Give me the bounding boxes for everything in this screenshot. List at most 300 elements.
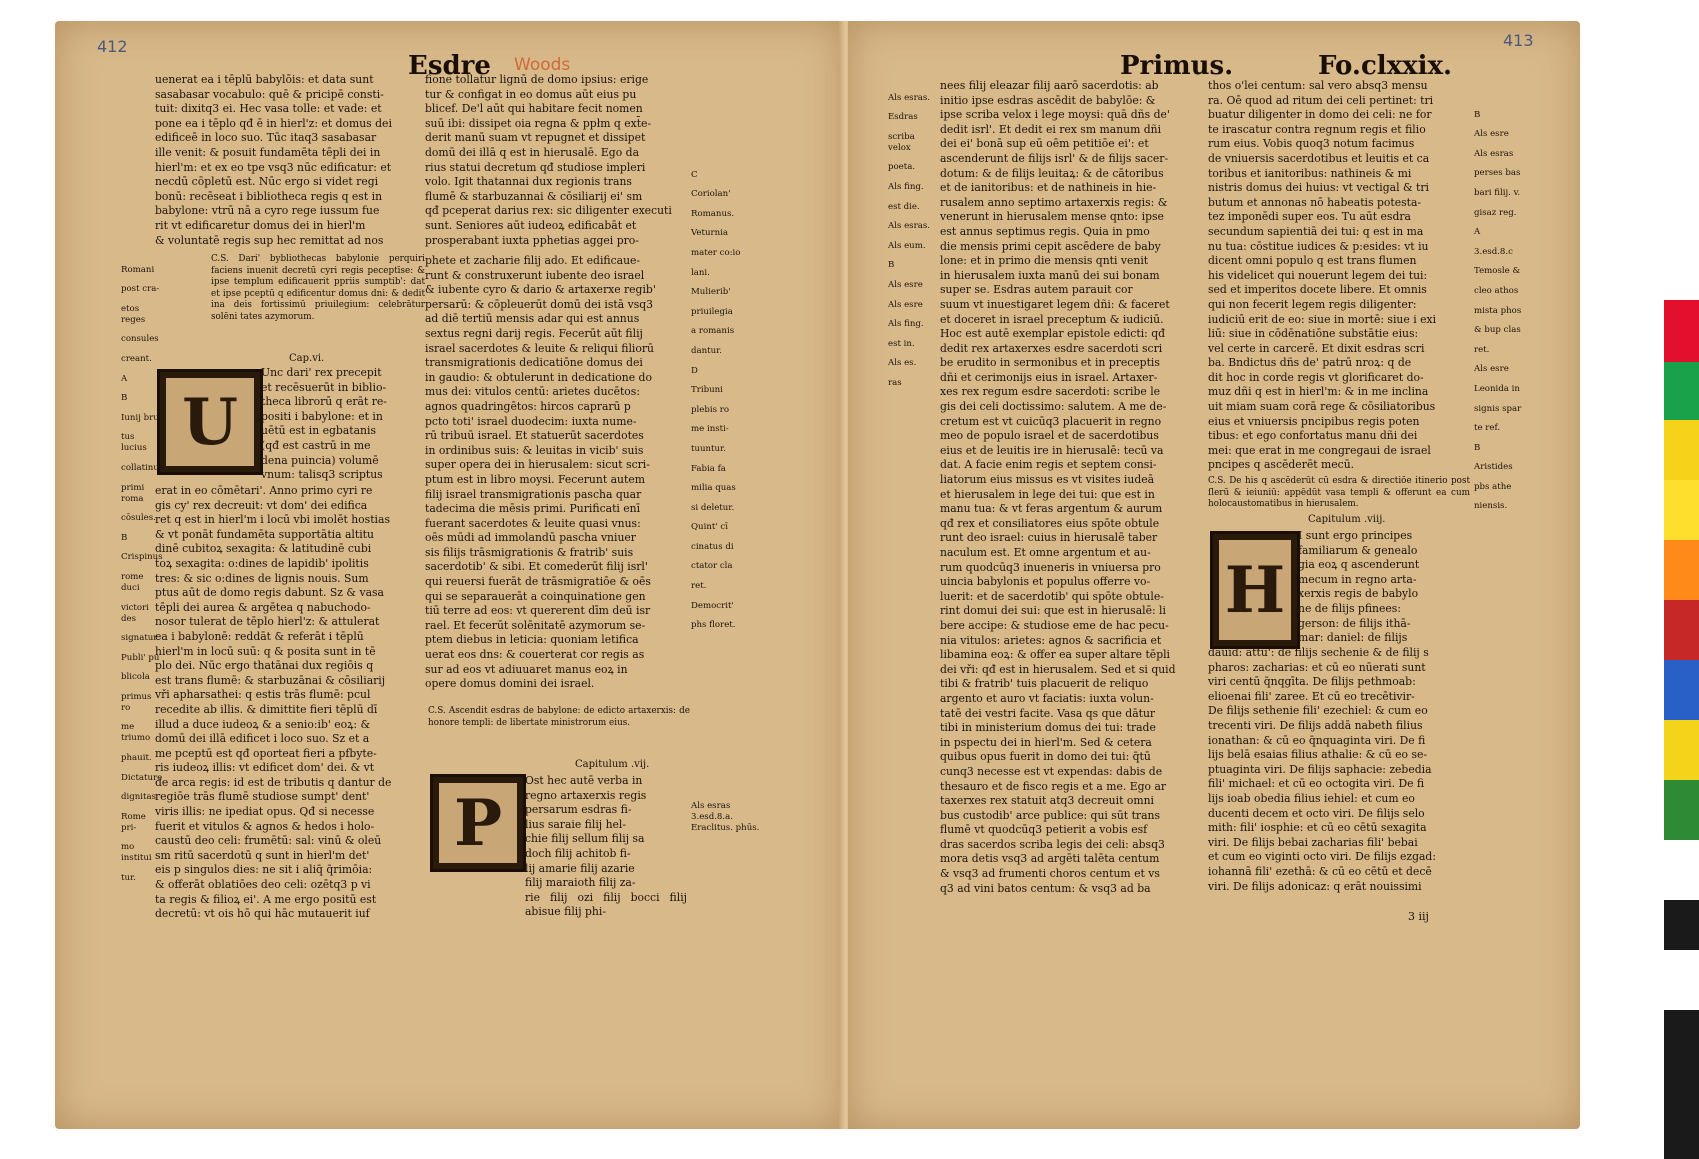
text-line: libamina eoꝝ: & offer ea super altare tēpli	[940, 648, 1171, 662]
left-outer-margin-notes	[121, 256, 164, 893]
left-inner-margin-note-2: Als esras 3.esd.8.a. Eraclitus. phūs.	[691, 801, 760, 833]
initial-letter-glyph: H	[1219, 540, 1291, 640]
right-inner-margin-list	[888, 93, 938, 389]
text-line: pncipes q ascēderēt mecū.	[1208, 458, 1355, 472]
text-line: qđ rex et consiliatores eius spōte obtule	[940, 516, 1160, 530]
text-line: edificeē in loco suo. Tūc itaq3 sasabasar	[155, 131, 377, 145]
text-line: De filijs sethenie fili' ezechiel: & cum eo	[1208, 704, 1428, 718]
left-col1-initial-lines	[261, 366, 429, 483]
left-column-2-end	[525, 774, 687, 919]
left-chapter-heading: Cap.vi.	[289, 353, 325, 364]
text-line: Leonida in	[1474, 383, 1520, 394]
text-line: bus custodib' arce publice: qui sūt trans	[940, 808, 1160, 822]
text-line: butum et annonas nō habeatis potesta-	[1208, 195, 1422, 209]
text-line: rusalem anno septimo artaxerxis regis: &	[940, 195, 1168, 209]
text-line: nees filij eleazar filij aarō sacerdotis: ab	[940, 79, 1159, 92]
text-line: eis p singulos dies: ne sit i aliq̄ q̄rimōia:	[155, 863, 373, 877]
text-line: liatorum eius missus es vt visites iudeā	[940, 473, 1155, 487]
text-line: muz dñi q est in hierl'm: & in me inclina	[1208, 385, 1429, 399]
left-col2-end-lines	[525, 774, 687, 920]
text-line: familiarum & genealo	[1298, 543, 1418, 557]
text-line: flumē vt quodcūq3 petierit a vobis esf	[940, 823, 1148, 837]
text-line: B	[121, 393, 128, 404]
text-line: necdū cōpletū est. Nūc ergo si videt regi	[155, 175, 379, 189]
text-line: oēs mūdi ad immolandū pascha vniuer	[425, 531, 636, 545]
text-line: viri centū q̄nqgīta. De filijs pethmoab:	[1208, 675, 1416, 689]
text-line: sacerdotib' & sibi. Et comederūt filij isrl'	[425, 560, 648, 574]
text-line: his videlicet qui nouerunt legem dei tui:	[1208, 268, 1428, 282]
left-col2-body-lines	[425, 254, 687, 692]
text-line: rius statui decretum qđ studiose impleri	[425, 160, 646, 174]
text-line: dat. A facie enim regis et septem consi-	[940, 458, 1157, 472]
text-line: phs floret.	[691, 620, 736, 631]
text-line: cinatus di	[691, 541, 734, 552]
text-line: mora detis vsq3 ad argēti talēta centum	[940, 852, 1160, 866]
text-line: thos o'lei centum: sal vero absq3 mensu	[1208, 79, 1428, 92]
text-line: lijs belā esaias filius athalie: & cū eo se-	[1208, 748, 1428, 762]
text-line: sur ad eos vt adiuuaret manus eoꝝ in	[425, 662, 628, 676]
text-line: niensis.	[1474, 501, 1508, 512]
calibration-band	[1664, 900, 1699, 950]
text-line: luerit: et de sacerdotib' qui spōte obtule-	[940, 589, 1164, 603]
text-line: Esdras	[888, 112, 918, 123]
right-column-1	[940, 79, 1202, 969]
text-line: Hoc est autē exemplar epistole edicti: qđ	[940, 327, 1166, 341]
text-line: creant.	[121, 353, 152, 364]
text-line: Als fing.	[888, 319, 924, 330]
text-line: Rome pri-	[121, 811, 146, 833]
text-line: eius et vniuersis pncipibus regis poten	[1208, 414, 1420, 428]
text-line: babylone: vtrū nā a cyro rege iussum fue	[155, 204, 380, 218]
right-column-2-beside-initial	[1298, 529, 1470, 646]
text-line: israel sacerdotes & leuite & reliqui filiorū	[425, 341, 654, 355]
text-line: est in.	[888, 338, 915, 349]
text-line: dei ei' bonā sup eū oēm petitiōe ei': et	[940, 137, 1149, 151]
text-line: super opera dei in hierusalem: sicut scri-	[425, 458, 650, 472]
text-line: & iubente cyro & dario & artaxerxe regib'	[425, 283, 656, 297]
text-line: me triumo	[121, 722, 151, 744]
calibration-band	[1664, 600, 1699, 660]
text-line: blicef. De'l aūt qui habitare fecit nomen	[425, 102, 643, 116]
text-line: lius saraie filij hel-	[525, 817, 627, 831]
text-line: filij israel transmigrationis pascha quar	[425, 487, 642, 501]
text-line: ret q est in hierl'm i locū vbi imolēt hostias	[155, 513, 390, 527]
text-line: cōsules.	[121, 513, 156, 524]
text-line: caustū deo celi: frumētū: sal: vinū & oleū	[155, 834, 382, 848]
text-line: volo. Igit thatannai dux regionis trans	[425, 175, 632, 189]
text-line: tēpli dei aurea & argētea q nabuchodo-	[155, 600, 371, 614]
left-col1-lines	[155, 73, 425, 248]
text-line: si deletur.	[691, 502, 735, 513]
initial-letter-left-bottom	[430, 774, 526, 872]
text-line: vnum: talisq3 scriptus	[261, 468, 383, 482]
text-line: de arca regis: id est de tributis q dantur de	[155, 775, 392, 789]
text-line: qui reuersi fuerāt de trāsmigratiōe & oēs	[425, 575, 651, 589]
text-line: Coriolan'	[691, 189, 731, 200]
text-line: secundum sapientiā dei tui: q est in ma	[1208, 224, 1424, 238]
text-line: sis filijs trāsmigrationis & fratrib' suis	[425, 545, 634, 559]
text-line: D	[691, 365, 698, 376]
text-line: in hierusalem iuxta manū dei sui bonam	[940, 268, 1160, 282]
text-line: uerat eos dns: & couerterat cor regis as	[425, 648, 645, 662]
text-line: decretū: vt ois hō qui hāc mutauerit iuf	[155, 907, 370, 921]
running-head-right: Fo.clxxix.	[1318, 51, 1453, 81]
text-line: manu tua: & vt feras argentum & aurum	[940, 502, 1163, 516]
text-line: te irascatur contra regnum regis et filio	[1208, 122, 1426, 136]
text-line: tur & configat in eo domus aūt eius pu	[425, 87, 637, 101]
text-line: Als esras.	[888, 92, 930, 103]
text-line: eius et de leuitis ire in hierusalē: tecū va	[940, 443, 1164, 457]
text-line: super se. Esdras autem parauit cor	[940, 283, 1133, 297]
text-line: liū: siue in cōdēnatiōne substātie eius:	[1208, 327, 1419, 341]
text-line: rael. Et fecerūt solēnitatē azymorum se-	[425, 618, 646, 632]
folio-pencil-right: 413	[1503, 31, 1534, 50]
right-outer-margin-notes	[1474, 101, 1546, 521]
text-line: Als esre	[888, 279, 923, 290]
text-line: consules	[121, 334, 159, 345]
text-line: ctator cla	[691, 561, 733, 572]
text-line: tibi in ministerium domus dei tui: trade	[940, 721, 1156, 735]
text-line: sed et imperitos docete libere. Et omnis	[1208, 283, 1427, 297]
text-line: bere accipe: & studiose eme de hac pecu-	[940, 618, 1169, 632]
text-line: I sunt ergo principes	[1298, 529, 1413, 542]
text-line: a romanis	[691, 326, 735, 337]
text-line: scriba velox	[888, 131, 915, 153]
text-line: recedite ab illis. & dimittite fieri tēplū dī	[155, 702, 378, 716]
left-column-1-body	[155, 484, 429, 1084]
text-line: & offerāt oblatiōes deo celi: ozētq3 p vi	[155, 878, 371, 892]
text-line: dei vři: qđ est in hierusalem. Sed et si quid	[940, 662, 1176, 676]
right-col2-initial-lines	[1298, 529, 1470, 646]
initial-letter-glyph: U	[166, 378, 254, 466]
text-line: tus lucius	[121, 432, 147, 454]
text-line: Aristides	[1474, 462, 1513, 473]
right-col2-body-lines	[1208, 646, 1470, 894]
text-line: mus dei: vitulos centū: arietes ducētos:	[425, 385, 640, 399]
text-line: transmigrationis dedicatiōne domus dei	[425, 356, 643, 370]
text-line: Als esras	[1474, 148, 1514, 159]
text-line: elioenai fili' zaree. Et cū eo trecētivir-	[1208, 689, 1415, 703]
text-line: Iunij bru	[121, 412, 159, 423]
text-line: Tribuni	[691, 385, 723, 396]
text-line: venerunt in hierusalem mense qnto: ipse	[940, 210, 1164, 224]
text-line: & vt ponāt fundamēta supportātia altitu	[155, 527, 374, 541]
text-line: fione tollatur lignū de domo ipsius: erige	[425, 73, 649, 86]
text-line: et de ianitoribus: et de nathineis in hie-	[940, 181, 1157, 195]
text-line: gisaz reg.	[1474, 207, 1517, 218]
text-line: dicent omni populo q est trans flumen	[1208, 254, 1417, 268]
text-line: poeta.	[888, 162, 916, 173]
text-line: ipse scriba velox i lege moysi: quā dñs de'	[940, 108, 1170, 122]
text-line: initio ipse esdras ascēdit de babylōe: &	[940, 93, 1156, 107]
text-line: ea i babylonē: reddāt & referāt i tēplū	[155, 629, 364, 643]
text-line: Unc dari' rex precepit	[261, 366, 382, 379]
text-line: tiū terre ad eos: vt quererent dīm deū isr	[425, 604, 651, 618]
text-line: regiōe trās flumē studiose sumpt' dent'	[155, 790, 370, 804]
text-line: regno artaxerxis regis	[525, 788, 647, 802]
text-line: q3 ad vini batos centum: & vsq3 ad ba	[940, 881, 1151, 895]
text-line: argento et auro vt faciatis: iuxta volun-	[940, 691, 1154, 705]
text-line: rum quodcūq3 inueneris in vniuersa pro	[940, 560, 1161, 574]
text-line: A	[121, 373, 128, 384]
calibration-band	[1664, 540, 1699, 600]
left-chapter-heading-2: Capitulum .vij.	[575, 759, 650, 770]
text-line: rint domui dei sui: que est in hierusalē: li	[940, 604, 1166, 618]
text-line: gis dei celi doctissimo: salutem. A me de-	[940, 400, 1167, 414]
left-col2-lines	[425, 73, 687, 248]
text-line: B	[888, 260, 895, 271]
text-line: illud a duce iudeoꝝ & a senio:ib' eoꝝ: &	[155, 717, 371, 731]
text-line: uit miam suam corā rege & cōsiliatoribus	[1208, 400, 1436, 414]
text-line: ba. Bndictus dñs de' patrū nroꝝ: q de	[1208, 356, 1412, 370]
text-line: ionathan: & cū eo q̄nquaginta viri. De fi	[1208, 733, 1426, 747]
text-line: sunt. Seniores aūt iudeoꝝ edificabāt et	[425, 218, 637, 232]
left-column-2-body	[425, 254, 687, 706]
text-line: tur.	[121, 873, 136, 884]
text-line: B	[121, 532, 128, 543]
left-rubric-small: C.S. Dari' bybliothecas babylonie perquiri faciens inuenit decretū cyri regis peceptīse: & ipse templum edificauerit ppriis sumptib': dat et ipse pceptū q edificentur domus dni: & dedit ina deis fortissimū priuilegium: celebrātur solēni tates azymorum.	[211, 254, 425, 322]
text-line: gis cy' rex decreuit: vt dom' dei edifica	[155, 498, 368, 512]
calibration-band	[1664, 480, 1699, 540]
text-line: trecenti viri. De filijs addā nabeth filius	[1208, 718, 1423, 732]
text-line: B	[1474, 442, 1481, 453]
text-line: post cra-	[121, 284, 160, 295]
text-line: Quint' cī	[691, 522, 728, 533]
text-line: primi roma	[121, 482, 145, 504]
left-col1-body-lines	[155, 484, 429, 922]
text-line: viris illis: ne ipediat opus. Qđ si necesse	[155, 805, 375, 819]
text-line: victori des	[121, 602, 149, 624]
text-line: ptum est in libro moysi. Fecerunt autem	[425, 472, 645, 486]
text-line: perses bas	[1474, 168, 1521, 179]
left-page	[55, 21, 843, 1129]
text-line: dantur.	[691, 345, 723, 356]
text-line: viri. De filijs adonicaz: q erāt nouissimi	[1208, 879, 1422, 893]
running-head-center: Primus.	[1120, 51, 1234, 81]
text-line: plo dei. Nūc ergo thatānai dux regiōis q	[155, 659, 374, 673]
text-line: ptem diebus in leticia: quoniam letifica	[425, 633, 639, 647]
text-line: rum eius. Vobis quoq3 notum facimus	[1208, 137, 1415, 151]
text-line: be erudito in sermonibus et in preceptis	[940, 356, 1160, 370]
text-line: uincia babylonis et populus offerre vo-	[940, 575, 1151, 589]
text-line: ascenderunt de filijs isrl' & de filijs sacer-	[940, 151, 1169, 165]
text-line: Romani	[121, 264, 155, 275]
text-line: ne de filijs pfinees:	[1298, 601, 1401, 615]
text-line: suū ibi: dissipet oia regna & ppłm q ext̄e-	[425, 116, 652, 130]
text-line: milia quas	[691, 483, 736, 494]
text-line: Als esras.	[888, 221, 930, 232]
text-line: in pspectu dei in hierl'm. Sed & cetera	[940, 735, 1152, 749]
right-rubric: C.S. De his q ascēderūt cū esdra & directiōe itinerio post ſlerū & ieiuniū: appēdūt vasa templi & offerunt ea cum holocaustomatibus in hierusalem.	[1208, 476, 1470, 509]
text-line: Als es.	[888, 358, 917, 369]
text-line: ille venit: & posuit fundamēta tēpli dei in	[155, 145, 381, 159]
right-column-2-top	[1208, 79, 1470, 475]
text-line: tadecima die mēsis primi. Purificati enī	[425, 502, 641, 516]
text-line: pcto toti' israel duodecim: iuxta nume-	[425, 414, 637, 428]
text-line: dedit isrl'. Et dedit ei rex sm manum dñi	[940, 122, 1162, 136]
right-column-2-body	[1208, 646, 1470, 908]
text-line: Ost hec autē verba in	[525, 774, 643, 787]
text-line: Democrit'	[691, 600, 734, 611]
text-line: mecum in regno arta-	[1298, 572, 1417, 586]
text-line: tres: & sic o:dines de lignis nouis. Sum	[155, 571, 369, 585]
text-line: cleo athos	[1474, 285, 1519, 296]
text-line: ret.	[1474, 344, 1490, 355]
right-outer-margin-list	[1474, 110, 1546, 513]
text-line: plebis ro	[691, 404, 730, 415]
calibration-band	[1664, 0, 1699, 200]
text-line: fili' michael: et cū eo octogita viri. De fi	[1208, 777, 1425, 791]
folio-pencil-left: 412	[97, 37, 128, 56]
text-line: naculum est. Et omne argentum et au-	[940, 546, 1151, 559]
left-rubric-chapter-vii: C.S. Ascendit esdras de babylone: de edicto artaxerxis: de honore templi: de libertate ministrorum eius.	[428, 706, 690, 728]
text-line: bari filij. v.	[1474, 187, 1521, 198]
text-line: cunq3 necesse est vt expendas: dabis de	[940, 764, 1163, 778]
left-column-1-top	[155, 73, 425, 253]
text-line: A	[1474, 227, 1481, 238]
text-line: persarum esdras fi-	[525, 803, 632, 817]
text-line: (qđ est castrū in me	[261, 438, 371, 452]
text-line: qui se separauerāt a coinquinatione gen	[425, 589, 646, 603]
text-line: dauid: attu': de filijs sechenie & de filij s	[1208, 646, 1429, 659]
text-line: tibus: et ego confortatus manu dñi dei	[1208, 429, 1418, 443]
text-line: prosperabant iuxta pphetias aggei pro-	[425, 233, 639, 247]
text-line: lij amarie filij azarie	[525, 861, 635, 875]
text-line: pbs athe	[1474, 481, 1512, 492]
text-line: B	[1474, 109, 1481, 120]
text-line: est annus septimus regis. Quia in pmo	[940, 224, 1150, 238]
text-line: mista phos	[1474, 305, 1522, 316]
text-line: tez imponēdi super eos. Tu aūt esdra	[1208, 210, 1411, 224]
text-line: rū tribuū israel. Et statuerūt sacerdotes	[425, 429, 644, 443]
text-line: est die.	[888, 201, 920, 212]
text-line: toꝝ sexagita: o:dines de lapidib' ipolitis	[155, 556, 369, 570]
right-chapter-heading: Capitulum .viij.	[1308, 514, 1386, 525]
text-line: pone ea i tēplo qđ ē in hierl'z: et domus dei	[155, 116, 392, 130]
text-line: derit manū suam vt repugnet et dissipet	[425, 131, 646, 145]
text-line: tibi & fratrib' tuis placuerit de reliquo	[940, 677, 1149, 691]
calibration-band	[1664, 840, 1699, 900]
text-line: tatē dei vestri facite. Vasa qs que dātur	[940, 706, 1156, 720]
text-line: et recēsuerūt in biblio-	[261, 380, 387, 394]
text-line: lone: et in primo die mensis qnti venit	[940, 254, 1149, 268]
red-annotation: Woods	[514, 55, 571, 75]
text-line: vel certe in carcerē. Et dixit esdras scri	[1208, 341, 1425, 355]
text-line: positi i babylone: et in	[261, 409, 383, 423]
text-line: signis spar	[1474, 403, 1522, 414]
text-line: buatur diligenter in domo dei celi: ne for	[1208, 108, 1432, 122]
text-line: ducenti decem et octo viri. De filijs selo	[1208, 806, 1425, 820]
text-line: et hierusalem in lege dei tui: que est in	[940, 487, 1155, 501]
text-line: sm ritū sacerdotū q sunt in hierl'm det'	[155, 848, 370, 862]
calibration-band	[1664, 1010, 1699, 1159]
text-line: dñi et cerimonijs eius in israel. Artaxer-	[940, 370, 1158, 384]
text-line: phauit.	[121, 753, 152, 764]
text-line: dit hoc in corde regis vt glorificaret do-	[1208, 370, 1424, 384]
text-line: nosor tulerat de tēplo hierl'z: & attulerat	[155, 615, 380, 629]
text-line: gerson: de filijs ithā-	[1298, 616, 1411, 630]
initial-letter-right	[1210, 531, 1300, 649]
text-line: mei: que erat in me congregaui de israel	[1208, 443, 1431, 457]
text-line: & bup clas	[1474, 325, 1521, 336]
text-line: iohannā fili' ezethā: & cū eo cētū et decē	[1208, 864, 1432, 878]
text-line: & voluntatē regis sup hec remittat ad nos	[155, 233, 384, 247]
text-line: ra. Oē quod ad ritum dei celi pertinet: tri	[1208, 93, 1434, 107]
text-line: mo institui	[121, 842, 152, 864]
text-line: collatinus	[121, 462, 164, 473]
text-line: est trans flumē: & starbuzānai & cōsiliarij	[155, 673, 386, 687]
text-line: pharos: zacharias: et cū eo nūerati sunt	[1208, 660, 1426, 674]
text-line: ras	[888, 377, 902, 388]
text-line: ris iudeoꝝ illis: vt edificet dom' dei. & vt	[155, 761, 375, 775]
text-line: hierl'm in locū suū: q & posita sunt in tē	[155, 644, 376, 658]
text-line: domū dei illā edificet i loco suo. Sz et a	[155, 732, 370, 746]
text-line: theca librorū q erāt re-	[261, 395, 387, 409]
calibration-band	[1664, 720, 1699, 780]
text-line: xerxis regis de babylo	[1298, 587, 1419, 601]
running-head-left: Esdre	[408, 51, 491, 81]
left-column-1-beside-initial	[261, 366, 429, 486]
text-line: Publi' pu	[121, 652, 160, 663]
text-line: ptus aūt de domo regis dabunt. Sz & vasa	[155, 586, 384, 600]
text-line: sasabasar vocabulo: quē & pricipē consti-	[155, 87, 384, 101]
text-line: rit vt edificaretur domus dei in hierl'm	[155, 218, 366, 232]
text-line: viri. De filijs bebai zacharias fili' bebai	[1208, 835, 1418, 849]
text-line: Als fing.	[888, 181, 924, 192]
book-spread	[55, 15, 1610, 1140]
text-line: vři apharsathei: q estis trās flumē: pcul	[155, 688, 371, 702]
calibration-band	[1664, 780, 1699, 840]
text-line: mater co:io	[691, 247, 741, 258]
text-line: Dictature	[121, 772, 163, 783]
calibration-band	[1664, 300, 1699, 362]
text-line: runt & construxerunt iubente deo israel	[425, 268, 645, 282]
text-line: flumē & starbuzannai & cōsiliarij ei' sm	[425, 189, 643, 203]
text-line: agnos quadringētos: hircos caprarū p	[425, 399, 631, 413]
initial-letter-left-top	[157, 369, 263, 475]
text-line: die mensis primi cepit ascēdere de baby	[940, 239, 1161, 253]
text-line: rie filij ozi filij bocci filij abisue filij phi-	[525, 890, 687, 919]
text-line: Als esre	[888, 299, 923, 310]
text-line: de vniuersis sacerdotibus et leuitis et ca	[1208, 151, 1430, 165]
right-page	[848, 21, 1580, 1129]
text-line: ta regis & filioꝝ ei'. A me ergo positū est	[155, 892, 377, 906]
text-line: erat in eo cōmētari'. Anno primo cyri re	[155, 484, 373, 497]
left-margin-list	[121, 264, 164, 884]
left-inner-margin-list	[691, 170, 771, 632]
text-line: & vsq3 ad frumenti choros centum et vs	[940, 867, 1160, 881]
calibration-band	[1664, 362, 1699, 420]
text-line: tuuntur.	[691, 443, 726, 454]
text-line: rome duci	[121, 571, 144, 593]
calibration-band	[1664, 660, 1699, 720]
text-line: cretum est vt cuicūq3 placuerit in regno	[940, 414, 1162, 428]
text-line: signatur.	[121, 633, 160, 644]
text-line: filij maraioth filij za-	[525, 876, 636, 890]
text-line: me pceptū est qđ oporteat fieri a pfbyte-	[155, 746, 377, 760]
text-line: Fabia fa	[691, 463, 726, 474]
text-line: doch filij achitob fi-	[525, 846, 631, 860]
text-line: C	[691, 169, 698, 180]
text-line: Als esre	[1474, 364, 1509, 375]
text-line: Temosle &	[1474, 266, 1521, 277]
text-line: Romanus.	[691, 208, 735, 219]
text-line: toribus et ianitoribus: nathineis & mi	[1208, 166, 1412, 180]
text-line: te ref.	[1474, 423, 1501, 434]
calibration-band	[1664, 200, 1699, 300]
text-line: opere domus domini dei israel.	[425, 677, 595, 691]
text-line: uenerat ea i tēplū babylōis: et data sunt	[155, 73, 374, 86]
